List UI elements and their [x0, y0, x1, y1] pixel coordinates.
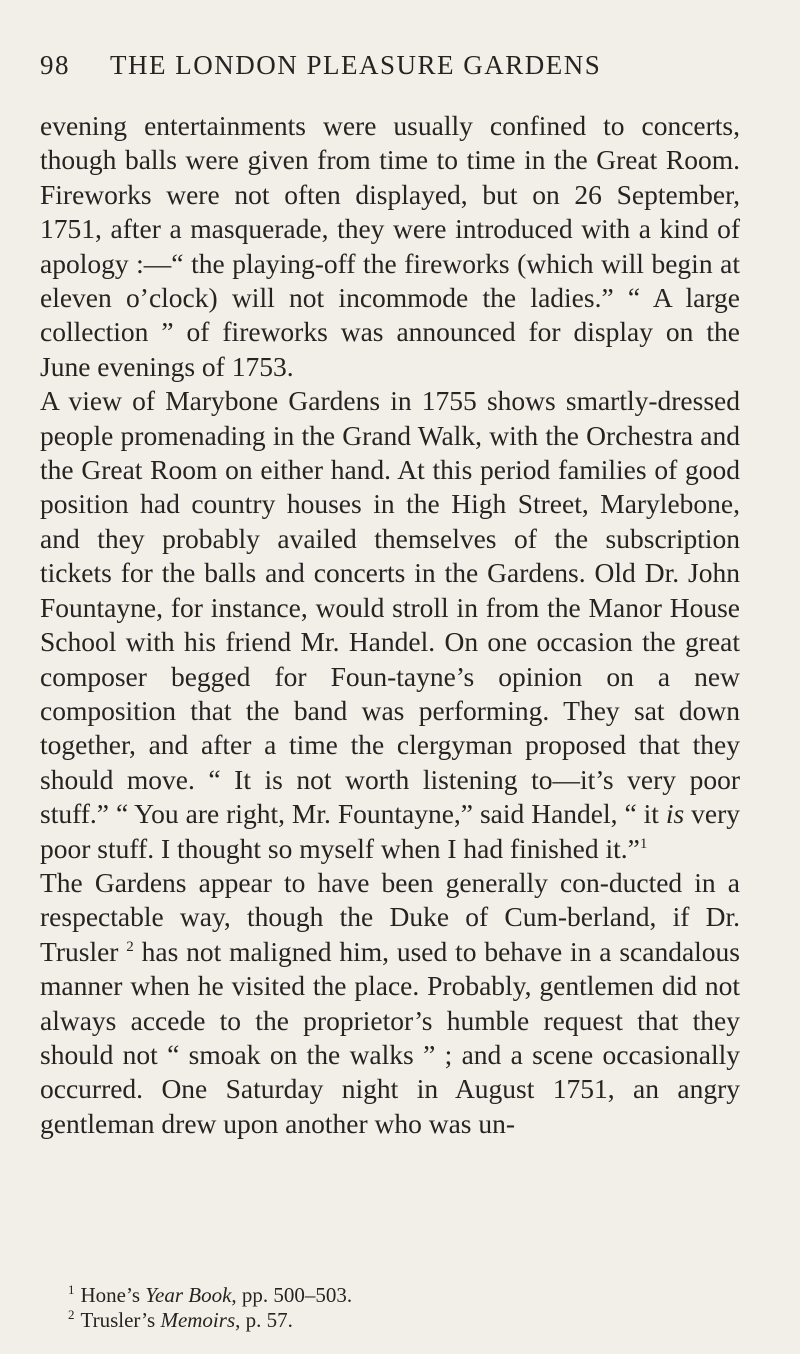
footnote-1 — [68, 1283, 740, 1308]
paragraph-3-start: The Gardens appear to have been generally con-ducted in a respectable way, though the Duke of Cum-berland, if Dr. Trusler — [40, 866, 740, 967]
emphasis-is: is — [665, 798, 685, 830]
running-head — [40, 50, 660, 90]
paragraph-3 — [40, 866, 740, 1141]
footnote-2 — [68, 1308, 740, 1333]
footnote-pages: , p. 57. — [235, 1308, 293, 1332]
paragraph-2 — [40, 384, 740, 866]
footnote-title: Memoirs — [160, 1308, 236, 1332]
footnotes — [40, 1283, 740, 1333]
page-number: 98 — [40, 50, 70, 80]
footnote-text: Trusler’s — [80, 1308, 161, 1332]
footnote-ref-2: 2 — [126, 938, 134, 955]
body-text — [40, 109, 740, 1141]
paragraph-2-text: A view of Marybone Gardens in 1755 shows smartly-dressed people promenading in the Grand Walk, with the Orchestra and the Great Room on either hand. At this period families of good position had country houses in the High Street, Marylebone, and they probably availed themselves of the subscription tickets for the balls and concerts in the Gardens. Old Dr. John Fountayne, for instance, would stroll in from the Manor House School with his friend Mr. Handel. On one occasion the great composer begged for Foun-tayne’s opinion on a new composition that the band was performing. They sat down together, and after a time the clergyman proposed that they should move. “ It is not worth listening to—it’s very poor stuff.” “ You are right, Mr. Fountayne,” said Handel, “ it — [40, 385, 740, 830]
paragraph-3-rest: has not maligned him, used to behave in a scandalous manner when he visited the place. Probably, gentlemen did not always accede to the proprietor’s humble request that they should not “ smoak on the walks ” ; and a scene occasionally occurred. One Saturday night in August 1751, an angry gentleman drew upon another who was un- — [40, 935, 740, 1139]
footnote-mark: 1 — [68, 1282, 75, 1297]
paragraph-1: evening entertainments were usually confined to concerts, though balls were given from time to time in the Great Room. Fireworks were not often displayed, but on 26 September, 1751, after a masquerade, they were introduced with a kind of apology :—“ the playing-off the fireworks (which will begin at eleven o’clock) will not incommode the ladies.” “ A large collection ” of fireworks was announced for display on the June evenings of 1753. — [40, 110, 740, 382]
footnote-mark: 2 — [68, 1307, 75, 1322]
footnote-title: Year Book — [145, 1283, 232, 1307]
running-title: THE LONDON PLEASURE GARDENS — [110, 50, 602, 80]
footnote-text: Hone’s — [80, 1283, 146, 1307]
footnote-pages: , pp. 500–503. — [231, 1283, 353, 1307]
paragraph-2-end: very poor stuff. I thought so myself when I had finished it.” — [40, 798, 740, 864]
footnote-ref-1: 1 — [639, 835, 648, 852]
